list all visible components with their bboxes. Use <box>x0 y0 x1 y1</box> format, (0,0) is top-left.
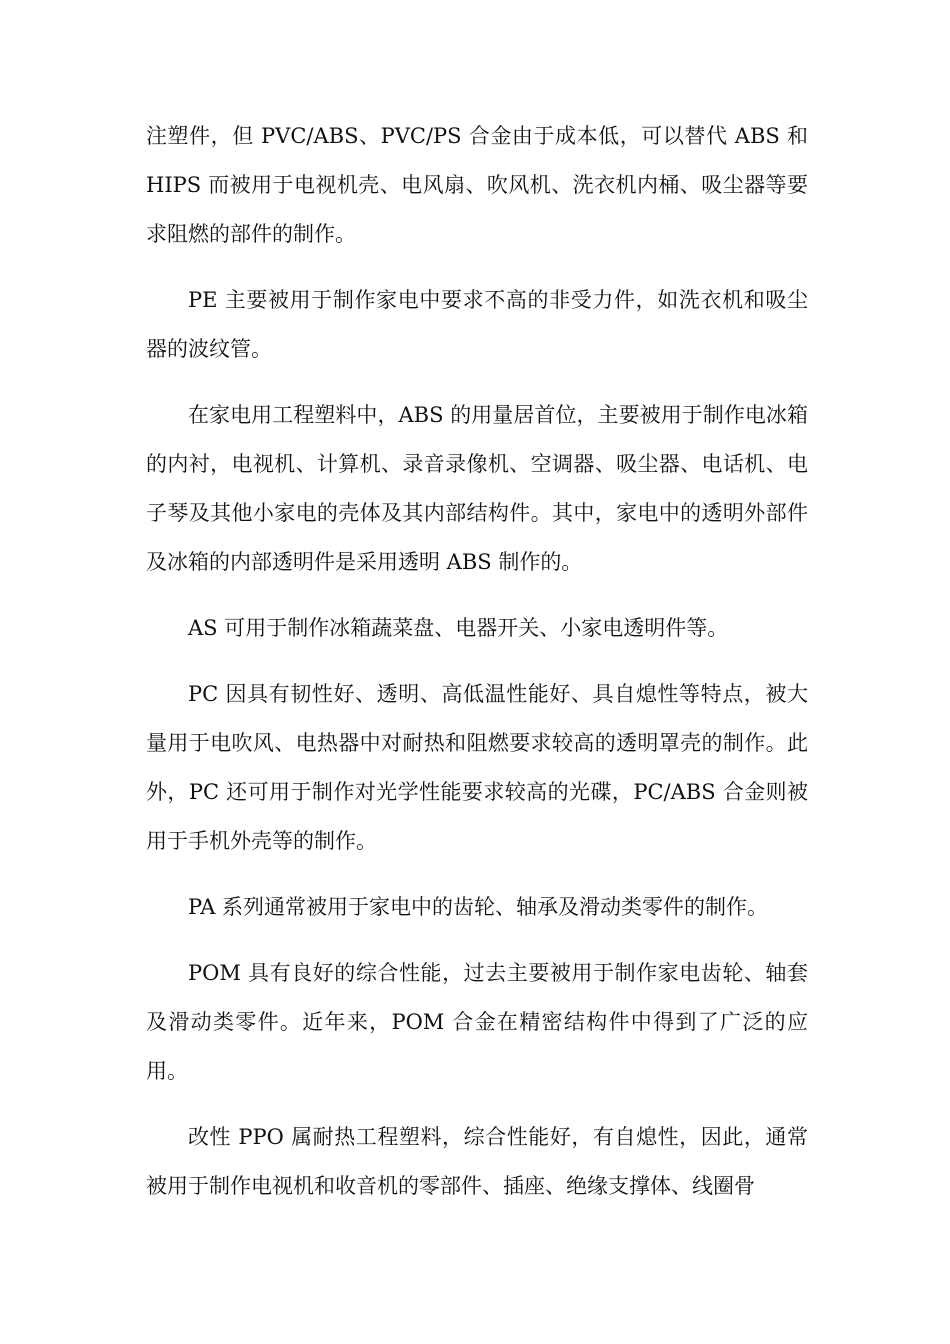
paragraph-pa: PA 系列通常被用于家电中的齿轮、轴承及滑动类零件的制作。 <box>188 895 769 919</box>
paragraph-pc: PC 因具有韧性好、透明、高低温性能好、具自熄性等特点，被大量用于电吹风、电热器中对耐热和阻燃要求较高的透明罩壳的制作。此外，PC 还可用于制作对光学性能要求较高的光碟，PC/ABS 合金则被用于手机外壳等的制作。 <box>146 682 808 853</box>
paragraph-abs: 在家电用工程塑料中，ABS 的用量居首位，主要被用于制作电冰箱的内衬，电视机、计算机、录音录像机、空调器、吸尘器、电话机、电子琴及其他小家电的壳体及其内部结构件。其中，家电中的透明外部件及冰箱的内部透明件是采用透明 ABS 制作的。 <box>146 403 808 574</box>
paragraph-pvc-alloys: 注塑件，但 PVC/ABS、PVC/PS 合金由于成本低，可以替代 ABS 和 HIPS 而被用于电视机壳、电风扇、吹风机、洗衣机内桶、吸尘器等要求阻燃的部件的制作。 <box>146 124 808 246</box>
paragraph-pe: PE 主要被用于制作家电中要求不高的非受力件，如洗衣机和吸尘器的波纹管。 <box>146 288 808 361</box>
paragraph-ppo: 改性 PPO 属耐热工程塑料，综合性能好，有自熄性，因此，通常被用于制作电视机和收音机的零部件、插座、绝缘支撑体、线圈骨 <box>146 1125 808 1198</box>
document-page <box>146 112 808 1228</box>
paragraph-pom: POM 具有良好的综合性能，过去主要被用于制作家电齿轮、轴套及滑动类零件。近年来，POM 合金在精密结构件中得到了广泛的应用。 <box>146 961 808 1083</box>
paragraph-as: AS 可用于制作冰箱蔬菜盘、电器开关、小家电透明件等。 <box>188 616 729 640</box>
